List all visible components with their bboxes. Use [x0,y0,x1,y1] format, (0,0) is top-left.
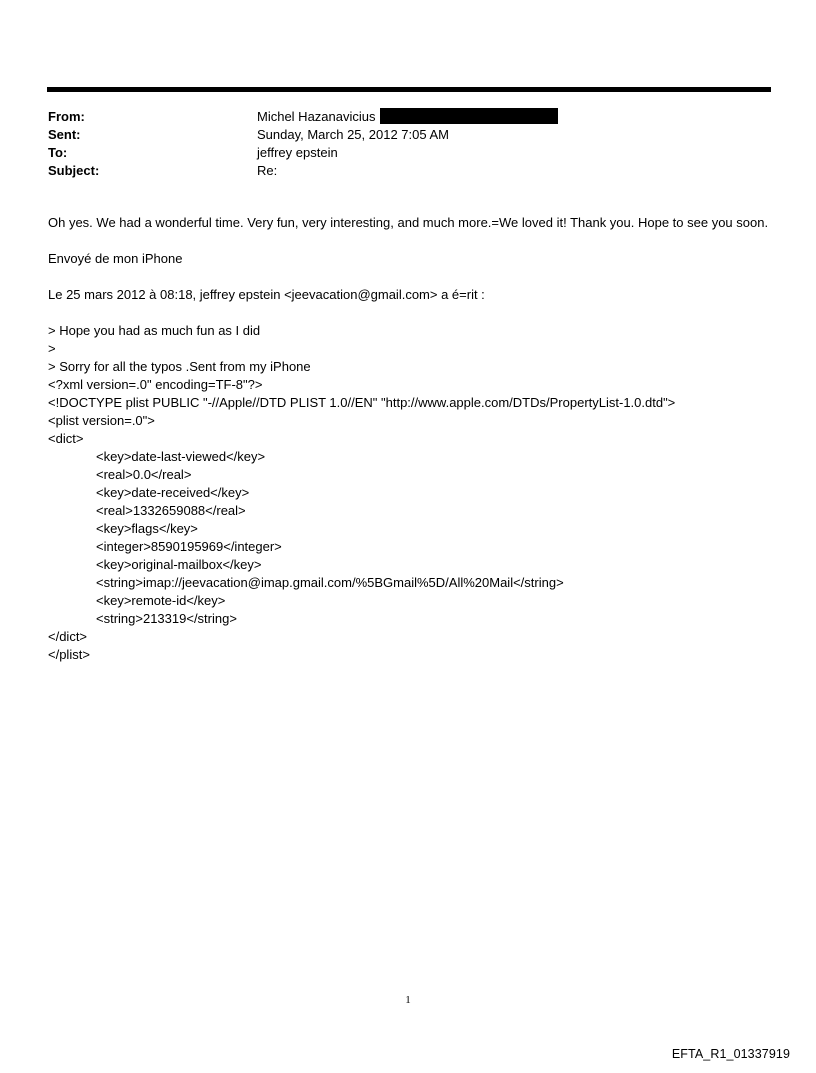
xml-dict-line: <key>remote-id</key> [96,593,226,608]
sent-label: Sent: [48,127,81,142]
xml-line: <!DOCTYPE plist PUBLIC "-//Apple//DTD PLIST 1.0//EN" "http://www.apple.com/DTDs/PropertyList-1.0.dtd"> [48,395,676,410]
redaction-block [380,108,558,124]
from-name: Michel Hazanavicius [257,109,376,124]
bates-number: EFTA_R1_01337919 [671,1047,790,1061]
xml-dict-line: <real>1332659088</real> [96,503,246,518]
signature: Envoyé de mon iPhone [48,251,183,266]
page-number: 1 [405,994,411,1006]
to-label: To: [48,145,68,160]
xml-line: <plist version=.0"> [48,413,155,428]
xml-closing-line: </dict> [48,629,88,644]
to-value: jeffrey epstein [257,145,338,160]
xml-dict-line: <real>0.0</real> [96,467,192,482]
subject-label: Subject: [48,163,100,178]
email-header [48,108,768,180]
xml-line: <?xml version=.0" encoding=TF-8"?> [48,377,263,392]
xml-dict-line: <string>213319</string> [96,611,237,626]
sent-value: Sunday, March 25, 2012 7:05 AM [257,127,449,142]
subject-value: Re: [257,163,278,178]
xml-line: <dict> [48,431,84,446]
quoted-line: > Sorry for all the typos .Sent from my iPhone [48,359,311,374]
xml-dict-line: <key>flags</key> [96,521,198,536]
header-rule [47,87,771,92]
quoted-line: > [48,341,56,356]
subject-row [48,162,768,180]
xml-closing-line: </plist> [48,647,90,662]
from-value [257,108,558,126]
sent-row [48,126,768,144]
xml-dict-line: <key>date-received</key> [96,485,250,500]
from-row [48,108,768,126]
xml-dict-line: <string>imap://jeevacation@imap.gmail.com/%5BGmail%5D/All%20Mail</string> [96,575,564,590]
xml-dict-line: <key>date-last-viewed</key> [96,449,266,464]
quoted-line: > Hope you had as much fun as I did [48,323,261,338]
from-label: From: [48,109,85,124]
xml-dict-line: <key>original-mailbox</key> [96,557,262,572]
email-body [48,214,770,664]
xml-dict-line: <integer>8590195969</integer> [96,539,282,554]
quote-header: Le 25 mars 2012 à 08:18, jeffrey epstein <jeevacation@gmail.com> a é=rit : [48,287,485,302]
to-row [48,144,768,162]
reply-text: Oh yes. We had a wonderful time. Very fun, very interesting, and much more.=We loved it! Thank you. Hope to see you soon. [48,215,769,230]
